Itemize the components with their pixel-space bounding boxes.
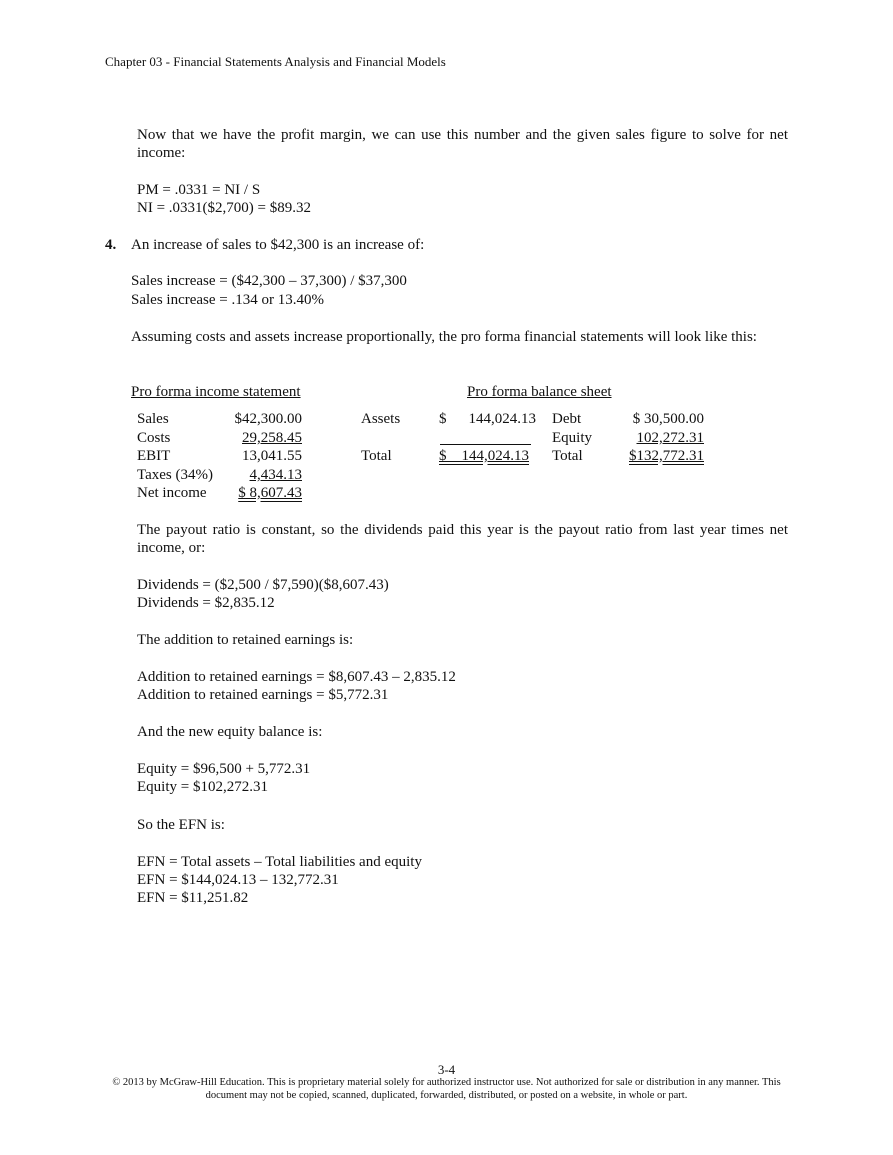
copyright-notice: © 2013 by McGraw-Hill Education. This is proprietary material solely for authorized instructor use. Not authorized for sale or distribution in any manner. This document may not be copied, scanned, duplicated, forwarded, distributed, or posted on a website, in whole or part. [112,1077,781,1101]
equity-label: Equity [552,430,592,446]
income-value: 4,434.13 [249,467,302,483]
debt-label: Debt [552,411,582,427]
dividends-eq2: Dividends = $2,835.12 [137,595,275,611]
assumption-paragraph: Assuming costs and assets increase proportionally, the pro forma financial statements will look like this: [131,329,757,345]
intro-paragraph: Now that we have the profit margin, we can use this number and the given sales figure to solve for net income: [137,127,788,161]
debt-value: $ 30,500.00 [632,411,704,427]
income-value: $ 8,607.43 [238,485,302,501]
efn-eq3: EFN = $11,251.82 [137,890,249,906]
income-value: 29,258.45 [242,430,302,446]
retained-eq1: Addition to retained earnings = $8,607.43 – 2,835.12 [137,669,456,685]
efn-eq1: EFN = Total assets – Total liabilities and equity [137,854,422,870]
ni-equation: NI = .0331($2,700) = $89.32 [137,200,311,216]
page-number: 3-4 [437,1062,456,1077]
assets-currency: $ [439,411,447,427]
income-statement-title: Pro forma income statement [131,384,301,400]
income-label: Net income [137,485,207,501]
total-assets-value: $ 144,024.13 [439,448,529,464]
total-liabilities-value: $132,772.31 [629,448,704,464]
income-value: $42,300.00 [234,411,302,427]
income-label: Taxes (34%) [137,467,214,483]
problem-number: 4. [105,237,117,253]
income-label: Sales [137,411,169,427]
equity-eq2: Equity = $102,272.31 [137,779,268,795]
income-label: Costs [137,430,171,446]
assets-rule [440,444,531,445]
retained-intro: The addition to retained earnings is: [137,632,354,648]
retained-eq2: Addition to retained earnings = $5,772.31 [137,687,389,703]
chapter-header: Chapter 03 - Financial Statements Analysis and Financial Models [105,54,446,69]
income-value: 13,041.55 [242,448,302,464]
equity-eq1: Equity = $96,500 + 5,772.31 [137,761,311,777]
sales-increase-eq2: Sales increase = .134 or 13.40% [131,292,324,308]
balance-sheet-title: Pro forma balance sheet [467,384,612,400]
income-label: EBIT [137,448,171,464]
dividends-paragraph: The payout ratio is constant, so the dividends paid this year is the payout ratio from last year times net income, or: [137,522,788,556]
sales-increase-eq1: Sales increase = ($42,300 – 37,300) / $37,300 [131,273,407,289]
equity-value: 102,272.31 [636,430,704,446]
assets-value: 144,024.13 [468,411,536,427]
total-liabilities-label: Total [552,448,583,464]
pm-equation: PM = .0331 = NI / S [137,182,261,198]
efn-intro: So the EFN is: [137,817,225,833]
problem-intro: An increase of sales to $42,300 is an increase of: [131,237,425,253]
efn-eq2: EFN = $144,024.13 – 132,772.31 [137,872,339,888]
equity-intro: And the new equity balance is: [137,724,323,740]
assets-label: Assets [361,411,401,427]
total-assets-label: Total [361,448,392,464]
dividends-eq1: Dividends = ($2,500 / $7,590)($8,607.43) [137,577,389,593]
